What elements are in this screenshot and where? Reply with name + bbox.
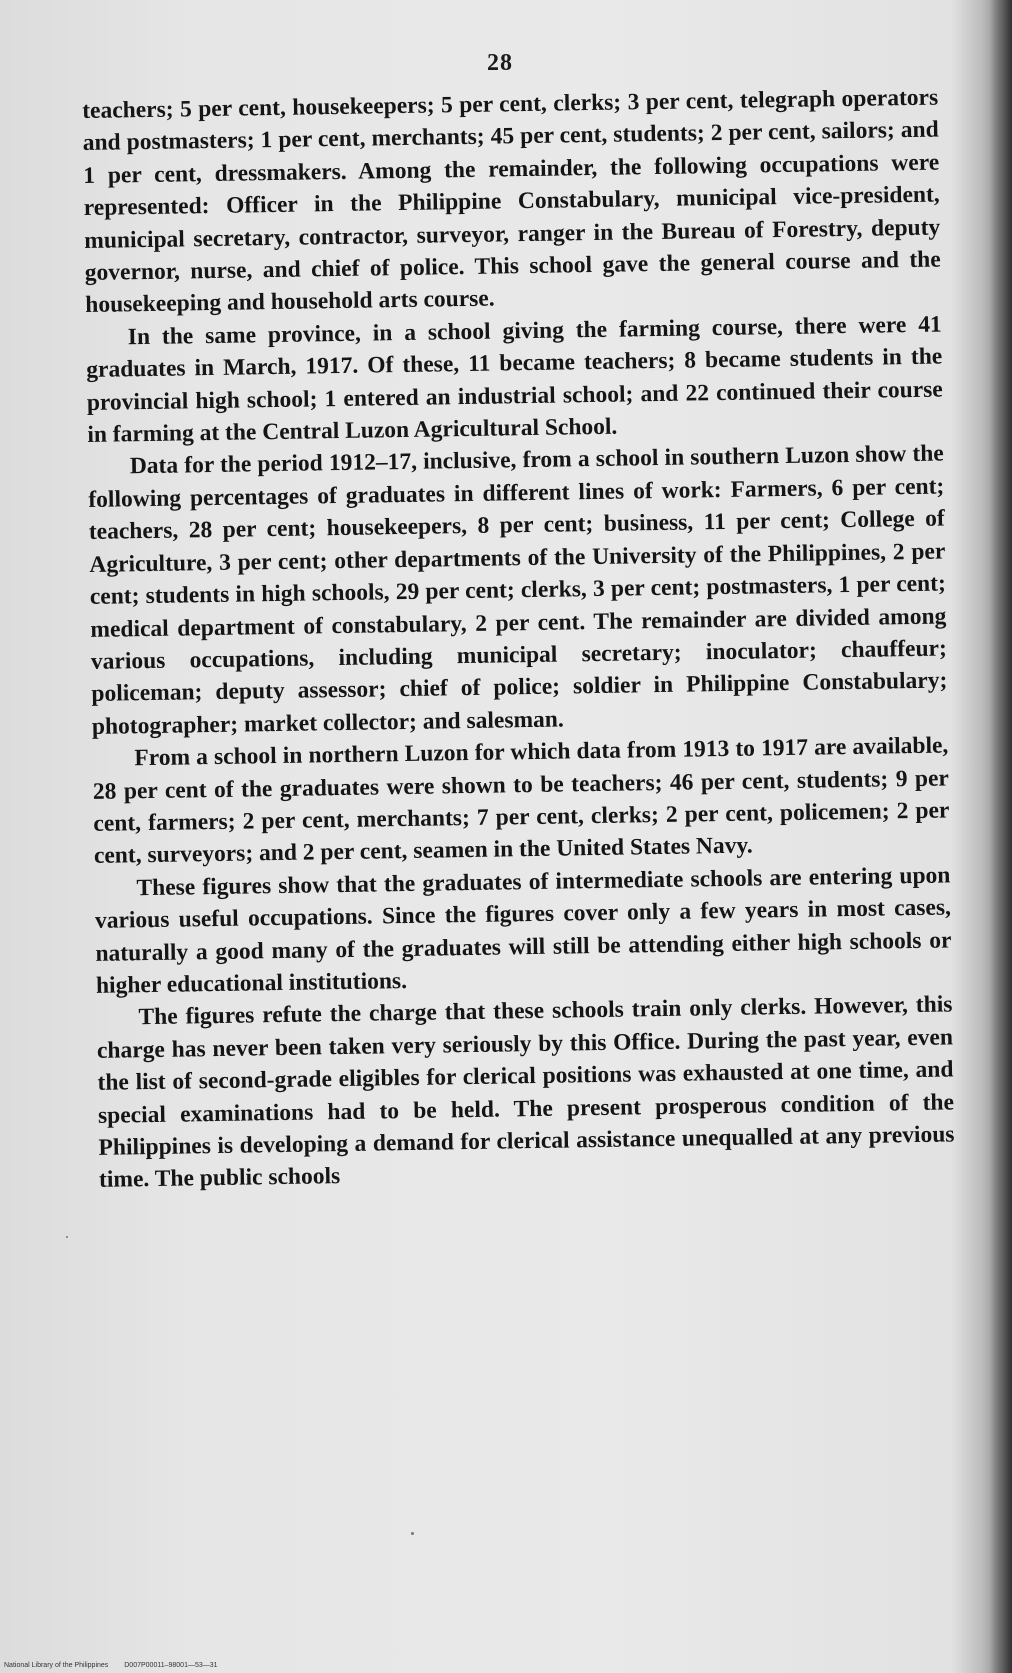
page-number: 28 [487, 50, 513, 76]
body-text [82, 82, 955, 1197]
scan-speck [411, 1532, 414, 1535]
scan-footer [4, 1662, 218, 1669]
page-binding-shadow [990, 0, 1012, 1673]
paragraph-southern-luzon: Data for the period 1912–17, inclusive, from a school in southern Luzon show the following percentages of graduates in different lines of work: Farmers, 6 per cent; teachers, 28 per cent; housekeepers, 8 per cent; business, 11 per cent; College of Agriculture, 3 per cent; other departments of the University of the Philippines, 2 per cent; students in high schools, 29 per cent; clerks, 3 per cent; postmasters, 1 per cent; medical department of constabulary, 2 per cent. The remainder are divided among various occupations, including municipal secretary; inoculator; chauffeur; policeman; deputy assessor; chief of police; soldier in Philippine Constabulary; photographer; market collector; and salesman. [88, 440, 948, 740]
footer-item-code: D007P00011–98001―53―31 [124, 1662, 218, 1669]
paragraph-continued-occupations: teachers; 5 per cent, housekeepers; 5 per cent, clerks; 3 per cent, telegraph operators and postmasters; 1 per cent, merchants; 45 per cent, students; 2 per cent, sailors; and 1 per cent, dressmakers. Among the remainder, the following occupations were represented: Officer in the Philippine Constabulary, municipal vice-president, municipal secretary, contractor, surveyor, ranger in the Bureau of Forestry, deputy governor, nurse, and chief of police. This school gave the general course and the housekeeping and household arts course. [82, 84, 941, 319]
paragraph-figures-refute: The figures refute the charge that these schools train only clerks. However, this charge has never been taken very seriously by this Office. During the past year, even the list of second-grade eligibles for clerical positions was exhausted at one time, and special examinations had to be held. The present prosperous condition of the Philippines is developing a demand for clerical assistance unequalled at any previous time. The public schools [96, 991, 955, 1194]
paragraph-farming-course: In the same province, in a school giving the farming course, there were 41 graduates in March, 1917. Of these, 11 became teachers; 8 became students in the provincial high school; 1 entered an industrial school; and 22 continued their course in farming at the Central Luzon Agricultural School. [86, 311, 943, 449]
paragraph-northern-luzon: From a school in northern Luzon for which data from 1913 to 1917 are available, 28 per cent of the graduates were shown to be teachers; 46 per cent, students; 9 per cent, farmers; 2 per cent, merchants; 7 per cent, clerks; 2 per cent, policemen; 2 per cent, surveyors; and 2 per cent, seamen in the United States Navy. [92, 732, 950, 870]
footer-library-name: National Library of the Philippines [4, 1662, 109, 1669]
paragraph-figures-show: These figures show that the graduates of intermediate schools are entering upon various useful occupations. Since the figures cover only a few years in most cases, naturally a good many of the graduates will still be attending either high schools or higher educational institutions. [94, 862, 952, 999]
scan-speck [66, 1236, 68, 1238]
